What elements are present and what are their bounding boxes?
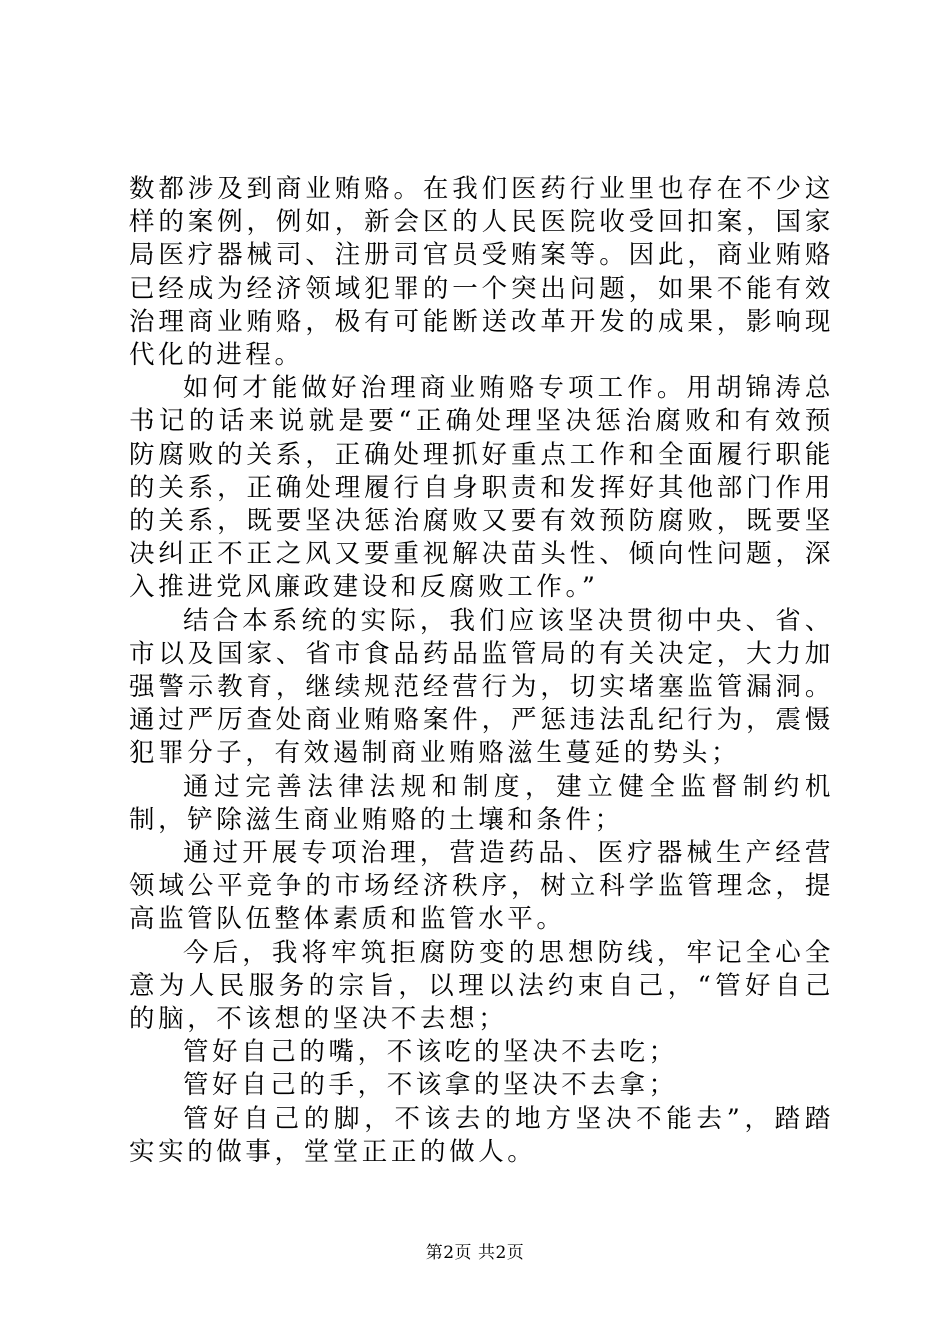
paragraph: 管好自己的手，不该拿的坚决不去拿； — [183, 1070, 678, 1101]
page-number-footer: 第2页 共2页 — [425, 1243, 525, 1263]
document-body — [129, 173, 834, 1169]
paragraph: 通过开展专项治理，营造药品、医疗器械生产经营领域公平竞争的市场经济秩序，树立科学监管理念，提高监管队伍整体素质和监管水平。 — [129, 838, 834, 935]
paragraph: 管好自己的嘴，不该吃的坚决不去吃； — [183, 1037, 678, 1068]
paragraph: 今后，我将牢筑拒腐防变的思想防线，牢记全心全意为人民服务的宗旨，以理以法约束自己，“管好自己的脑，不该想的坚决不去想； — [129, 937, 834, 1035]
paragraph: 管好自己的脚，不该去的地方坚决不能去”，踏踏实实的做事，堂堂正正的做人。 — [129, 1103, 834, 1167]
paragraph: 如何才能做好治理商业贿赂专项工作。用胡锦涛总书记的话来说就是要“正确处理坚决惩治腐败和有效预防腐败的关系，正确处理抓好重点工作和全面履行职能的关系，正确处理履行自身职责和发挥好其他部门作用的关系，既要坚决惩治腐败又要有效预防腐败，既要坚决纠正不正之风又要重视解决苗头性、倾向性问题，深入推进党风廉政建设和反腐败工作。” — [129, 373, 834, 603]
paragraph-continued: 数都涉及到商业贿赂。在我们医药行业里也存在不少这样的案例，例如，新会区的人民医院收受回扣案，国家局医疗器械司、注册司官员受贿案等。因此，商业贿赂已经成为经济领域犯罪的一个突出问题，如果不能有效治理商业贿赂，极有可能断送改革开发的成果，影响现代化的进程。 — [129, 174, 834, 371]
paragraph: 结合本系统的实际，我们应该坚决贯彻中央、省、市以及国家、省市食品药品监管局的有关决定，大力加强警示教育，继续规范经营行为，切实堵塞监管漏洞。通过严厉查处商业贿赂案件，严惩违法乱纪行为，震慑犯罪分子，有效遏制商业贿赂滋生蔓延的势头； — [129, 605, 834, 769]
paragraph: 通过完善法律法规和制度，建立健全监督制约机制，铲除滋生商业贿赂的土壤和条件； — [129, 771, 834, 835]
